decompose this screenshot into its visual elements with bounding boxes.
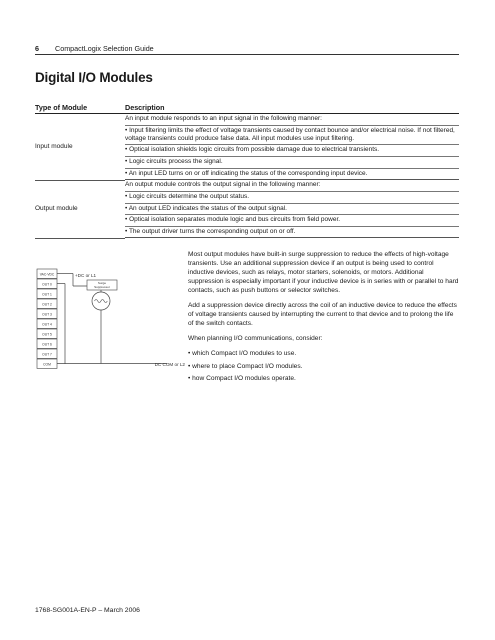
section-title: Digital I/O Modules <box>35 70 153 85</box>
description-line: An input module responds to an input signal in the following manner: <box>125 114 459 126</box>
description-line: • Input filtering limits the effect of voltage transients caused by contact bounce and/or electrical noise. If not filtered, voltage transients could produce false data. All input modules use input filtering. <box>125 126 459 146</box>
description-line: An output module controls the output signal in the following manner: <box>125 180 459 192</box>
terminal-label: OUT 3 <box>42 312 52 317</box>
description-line: • The output driver turns the corresponding output on or off. <box>125 227 459 239</box>
description-line: • An input LED turns on or off indicating the status of the corresponding input device. <box>125 169 459 181</box>
terminal-label: VAC-VDC <box>39 272 55 277</box>
module-type-input: Input module <box>35 114 125 181</box>
description-line: • An output LED indicates the status of the output signal. <box>125 204 459 216</box>
page-footer: 1768-SG001A-EN-P – March 2006 <box>35 607 140 614</box>
paragraph: Add a suppression device directly across the coil of an inductive device to reduce the effects of voltage transients caused by interrupting the current to that device and to prolong the life of the switch contacts. <box>188 301 457 327</box>
description-line: • Optical isolation separates module logic and bus circuits from field power. <box>125 215 459 227</box>
terminal-label: OUT 1 <box>42 292 52 297</box>
terminal-label: OUT 7 <box>42 352 52 357</box>
list-item: • how Compact I/O modules operate. <box>188 375 296 383</box>
page-number: 6 <box>35 44 39 53</box>
column-header-description: Description <box>125 103 459 114</box>
terminal-label: OUT 5 <box>42 332 52 337</box>
module-description-input <box>125 114 459 181</box>
module-type-output: Output module <box>35 180 125 238</box>
description-line: • Logic circuits process the signal. <box>125 157 459 169</box>
list-item: • which Compact I/O modules to use. <box>188 349 297 357</box>
description-line: • Logic circuits determine the output status. <box>125 192 459 204</box>
header-rule <box>35 54 459 55</box>
supply-label: +DC or L1 <box>75 273 97 278</box>
body-text <box>188 251 460 388</box>
terminal-label: COM <box>43 362 51 367</box>
terminal-label: OUT 6 <box>42 342 52 347</box>
table-row-output <box>35 180 459 238</box>
module-table <box>35 103 459 239</box>
column-header-type: Type of Module <box>35 103 125 114</box>
terminal-label: OUT 2 <box>42 302 52 307</box>
svg-text:Surge: Surge <box>97 281 107 285</box>
module-description-output <box>125 180 459 238</box>
description-line: • Optical isolation shields logic circuits from possible damage due to electrical transients. <box>125 145 459 157</box>
common-label: DC COM or L2 <box>154 362 185 367</box>
paragraph: Most output modules have built-in surge suppression to reduce the effects of high-voltage transients. Use an additional suppression device if an output is being used to control inductive devices, such as relays, motor starters, solenoids, or motors. Additional suppression is especially important if your inductive device is in series with or parallel to hard contacts, such as push buttons or selector switches. <box>188 251 459 294</box>
surge-suppression-diagram <box>35 268 185 388</box>
terminal-label: OUT 0 <box>42 282 52 287</box>
page-header <box>35 44 154 53</box>
guide-title: CompactLogix Selection Guide <box>55 44 154 53</box>
paragraph: When planning I/O communications, consider: <box>188 334 323 342</box>
svg-text:Suppressor: Suppressor <box>94 285 110 289</box>
table-row-input <box>35 114 459 181</box>
list-item: • where to place Compact I/O modules. <box>188 362 303 370</box>
terminal-label: OUT 4 <box>42 322 52 327</box>
